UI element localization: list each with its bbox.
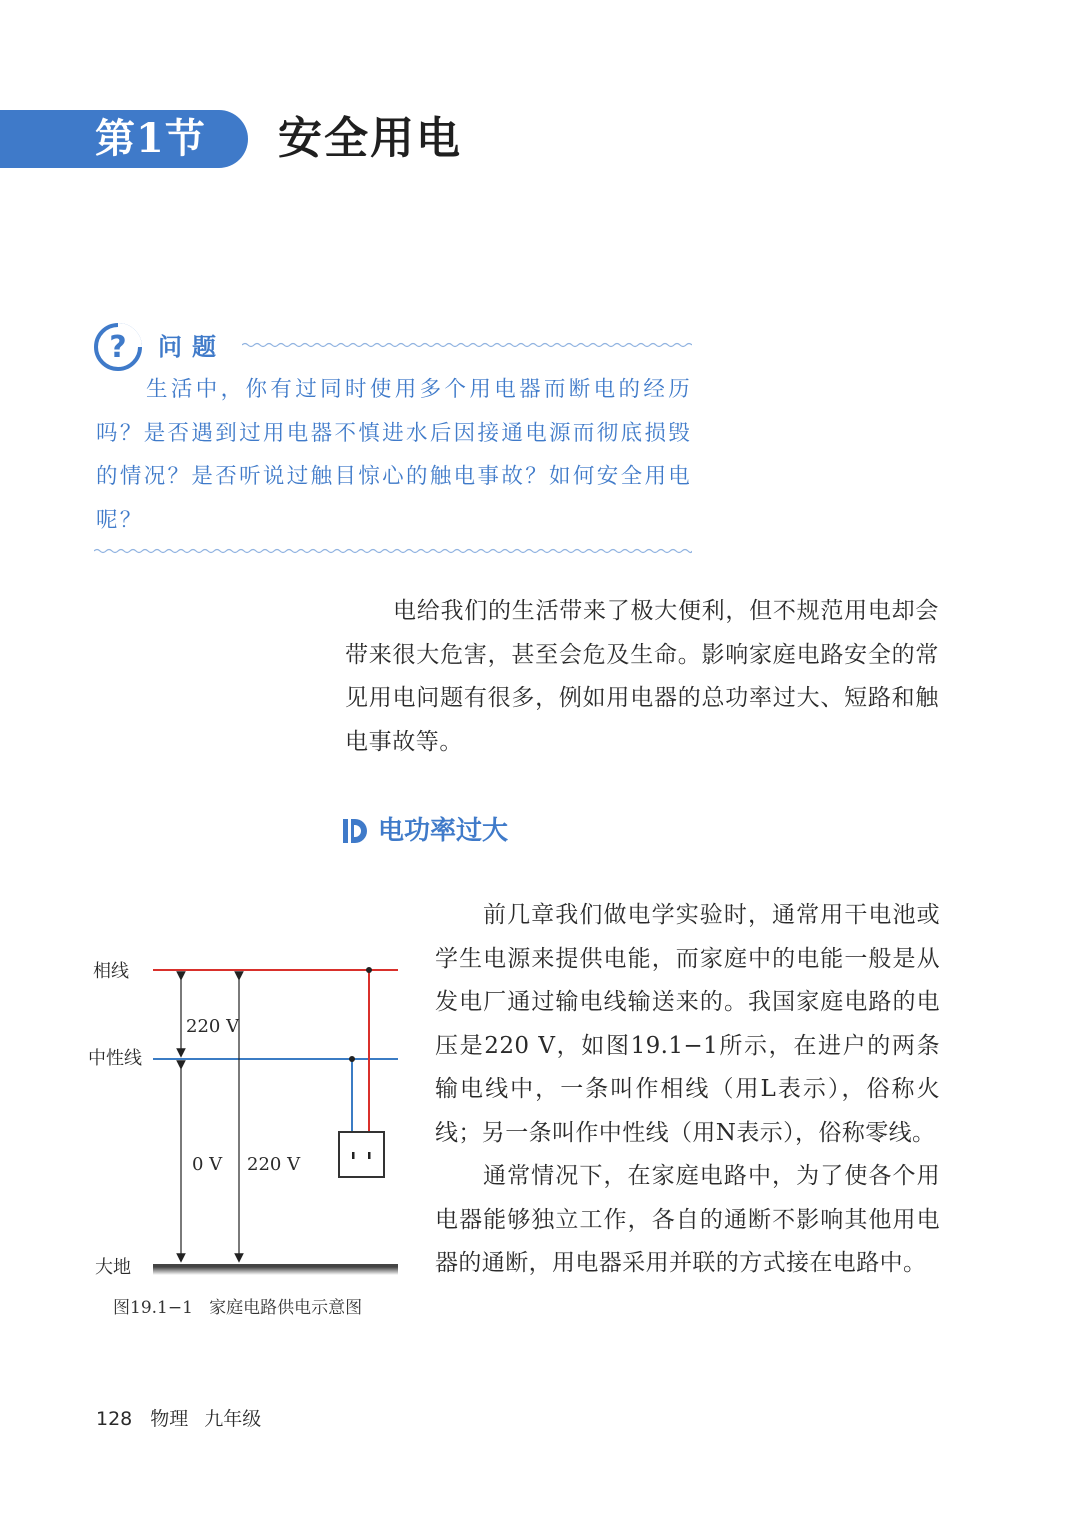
svg-text:?: ? — [109, 330, 127, 365]
socket-icon — [339, 1132, 384, 1177]
label-ground: 大地 — [95, 1257, 131, 1278]
footer-subject: 物理 — [150, 1408, 189, 1430]
footer-grade: 九年级 — [204, 1408, 262, 1430]
page-title: 安全用电 — [278, 113, 462, 164]
label-v-neutral-ground: 0 V — [192, 1154, 223, 1175]
body-paragraph-1: 前几章我们做电学实验时，通常用干电池或学生电源来提供电能，而家庭中的电能一般是从发电厂通过输电线输送来的。我国家庭电路的电压是220 V，如图19.1−1所示，在进户的两条输电线中，一条叫作相线（用L表示），俗称火线；另一条叫作中性线（用N表示），俗称零线。 — [435, 902, 940, 1146]
question-mark-icon — [93, 322, 143, 372]
wavy-divider-bottom — [94, 546, 692, 556]
question-text: 生活中，你有过同时使用多个用电器而断电的经历吗？是否遇到过用电器不慎进水后因接通电源而彻底损毁的情况？是否听说过触目惊心的触电事故？如何安全用电呢？ — [96, 377, 692, 533]
body-paragraph-2: 通常情况下，在家庭电路中，为了使各个用电器能够独立工作，各自的通断不影响其他用电器的通断，用电器采用并联的方式接在电路中。 — [435, 1163, 940, 1276]
label-v-phase-neutral: 220 V — [186, 1016, 240, 1037]
body-text — [435, 894, 940, 1286]
question-heading: 问题 — [158, 333, 226, 361]
label-neutral: 中性线 — [88, 1048, 142, 1069]
page-footer — [96, 1406, 277, 1432]
figure-number: 图19.1−1 — [113, 1298, 193, 1318]
ground-shade — [153, 1267, 398, 1275]
label-phase: 相线 — [93, 961, 129, 982]
figure-caption — [113, 1297, 362, 1319]
page-number: 128 — [96, 1408, 133, 1430]
wavy-divider-top — [242, 340, 692, 350]
figure-caption-text: 家庭电路供电示意图 — [209, 1298, 363, 1318]
intro-paragraph: 电给我们的生活带来了极大便利，但不规范用电却会带来很大危害，甚至会危及生命。影响家庭电路安全的常见用电问题有很多，例如用电器的总功率过大、短路和触电事故等。 — [345, 598, 939, 755]
section-marker-icon — [343, 818, 367, 844]
subsection-heading: 电功率过大 — [378, 816, 509, 846]
section-number: 第1节 — [95, 115, 206, 162]
circuit-diagram-svg — [0, 940, 420, 1300]
ground-bar — [153, 1264, 398, 1267]
label-v-phase-ground: 220 V — [247, 1154, 301, 1175]
circuit-diagram — [0, 940, 420, 1300]
